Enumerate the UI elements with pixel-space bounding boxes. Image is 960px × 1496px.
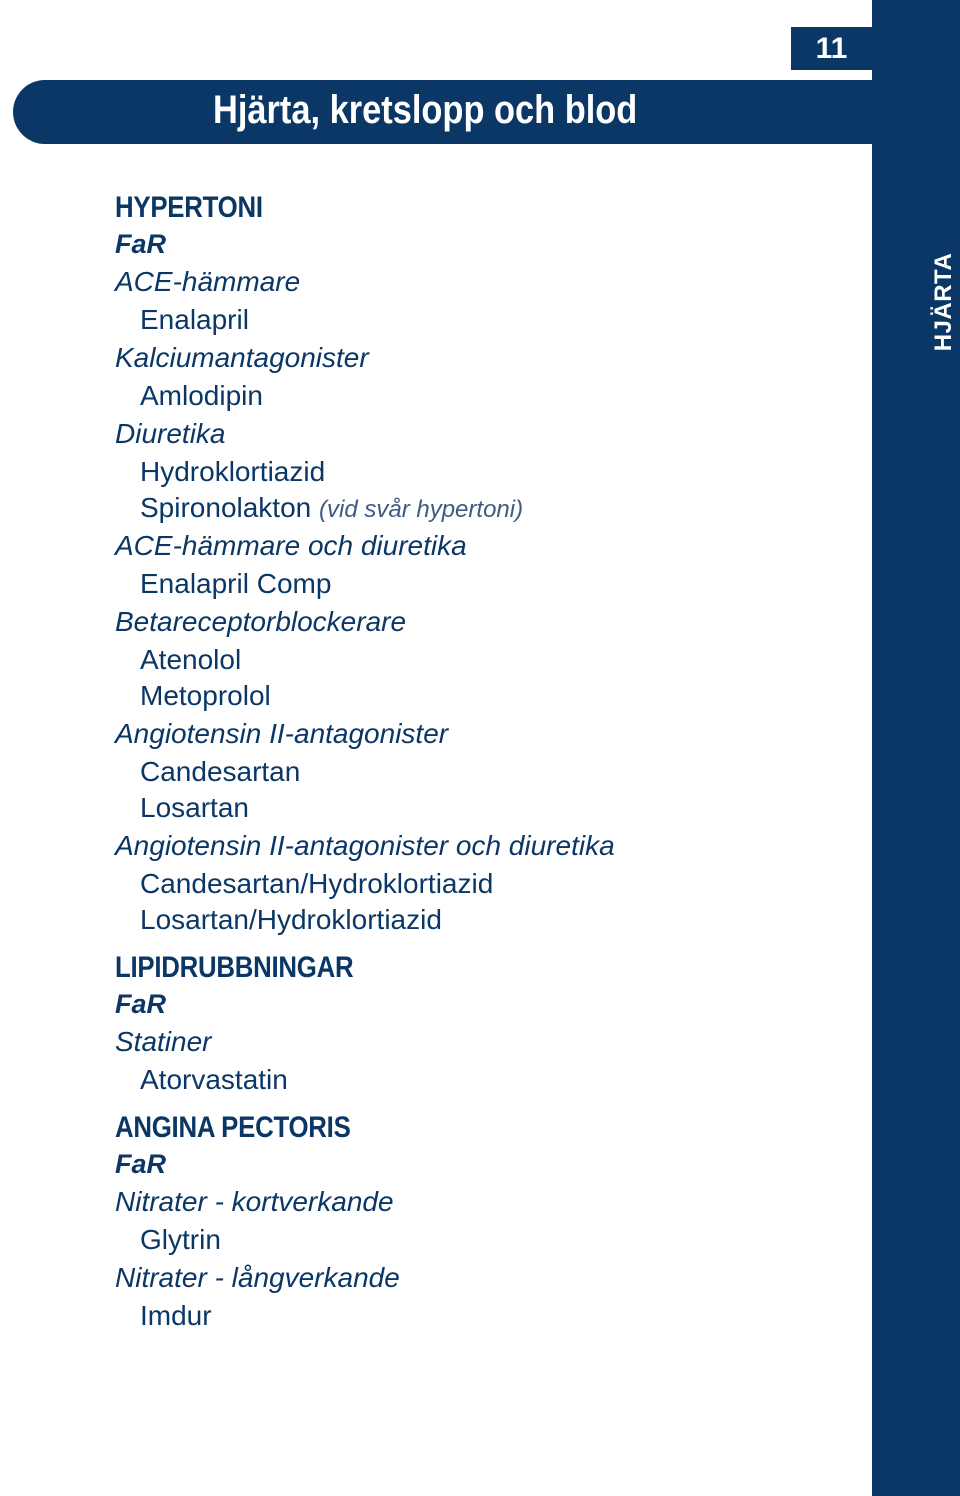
drug-name: Spironolakton bbox=[140, 492, 312, 523]
drug-item: Atorvastatin bbox=[140, 1064, 288, 1095]
category-label: ACE-hämmare och diuretika bbox=[115, 530, 467, 561]
category-label: Kalciumantagonister bbox=[115, 342, 369, 373]
drug-item: Candesartan/Hydroklortiazid bbox=[140, 868, 494, 899]
drug-item: Atenolol bbox=[140, 644, 242, 675]
section-lipidrubbningar bbox=[115, 950, 855, 1098]
drug-item: Losartan bbox=[140, 792, 249, 823]
section-angina-pectoris bbox=[115, 1110, 855, 1334]
drug-item: Losartan/Hydroklortiazid bbox=[140, 904, 442, 935]
page-title: Hjärta, kretslopp och blod bbox=[213, 88, 638, 132]
side-tab-label: HJÄRTA bbox=[930, 252, 957, 352]
section-heading: LIPIDRUBBNINGAR bbox=[115, 951, 354, 984]
drug-item-with-note bbox=[115, 490, 855, 526]
far-label: FaR bbox=[115, 1149, 167, 1179]
category-label: Angiotensin II-antagonister och diuretika bbox=[115, 830, 615, 861]
category-label: Nitrater - långverkande bbox=[115, 1262, 400, 1293]
section-heading: HYPERTONI bbox=[115, 191, 263, 224]
category-label: Nitrater - kortverkande bbox=[115, 1186, 394, 1217]
far-label: FaR bbox=[115, 229, 167, 259]
drug-item: Candesartan bbox=[140, 756, 301, 787]
category-label: Statiner bbox=[115, 1026, 212, 1057]
drug-item: Imdur bbox=[140, 1300, 212, 1331]
category-label: Diuretika bbox=[115, 418, 226, 449]
drug-item: Amlodipin bbox=[140, 380, 263, 411]
category-label: ACE-hämmare bbox=[115, 266, 301, 297]
category-label: Angiotensin II-antagonister bbox=[115, 718, 449, 749]
drug-item: Enalapril Comp bbox=[140, 568, 332, 599]
section-heading: ANGINA PECTORIS bbox=[115, 1111, 351, 1144]
side-tab-band bbox=[872, 0, 960, 1496]
drug-item: Hydroklortiazid bbox=[140, 456, 326, 487]
section-hypertoni bbox=[115, 190, 855, 938]
drug-list-content bbox=[115, 190, 855, 1334]
far-label: FaR bbox=[115, 989, 167, 1019]
category-label: Betareceptorblockerare bbox=[115, 606, 407, 637]
drug-item: Glytrin bbox=[140, 1224, 221, 1255]
drug-item: Metoprolol bbox=[140, 680, 271, 711]
drug-note: (vid svår hypertoni) bbox=[319, 496, 524, 523]
drug-item: Enalapril bbox=[140, 304, 249, 335]
page-number: 11 bbox=[791, 27, 872, 70]
